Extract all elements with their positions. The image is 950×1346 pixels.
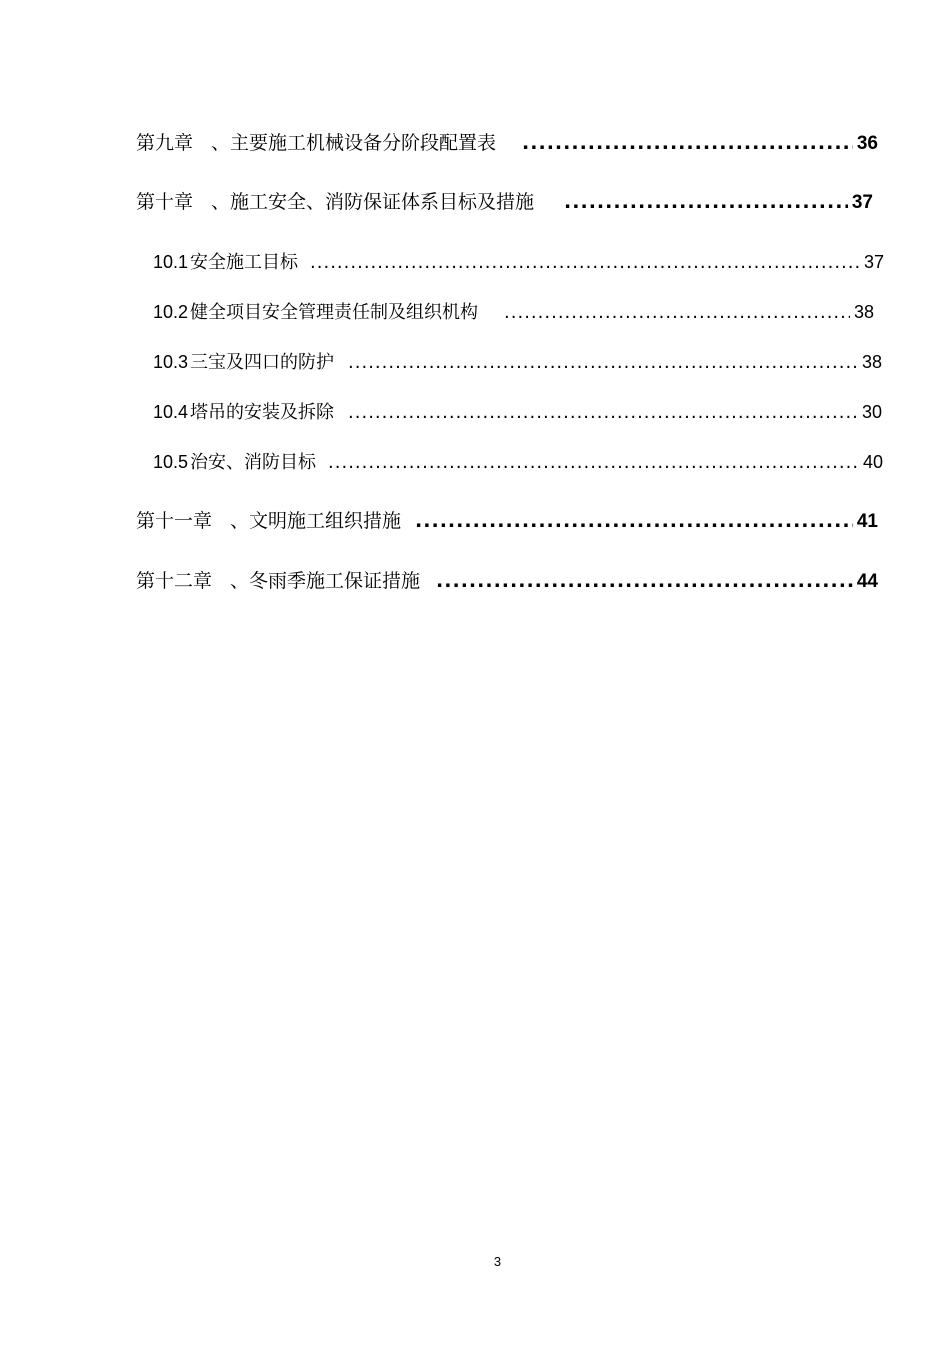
toc-entry-section-10-5[interactable] (153, 448, 883, 474)
toc-page-number: 38 (861, 352, 882, 372)
toc-page-number: 36 (856, 133, 878, 154)
toc-entry-chapter-9[interactable] (136, 128, 878, 155)
toc-page-number: 40 (862, 452, 883, 472)
page-footer-number: 3 (493, 1254, 502, 1269)
toc-section-number: 10.5 (153, 452, 189, 472)
toc-dot-leader (328, 452, 859, 473)
toc-entry-title: 施工安全、消防保证体系目标及措施 (230, 191, 535, 213)
toc-page-number: 41 (856, 511, 878, 532)
toc-page-number: 38 (853, 302, 874, 322)
toc-separator: 、 (230, 510, 250, 532)
toc-separator: 、 (230, 570, 250, 592)
toc-chapter-label: 第十一章 (136, 510, 213, 532)
toc-entry-section-10-1[interactable] (153, 248, 884, 274)
toc-entry-title: 文明施工组织措施 (249, 510, 402, 532)
toc-entry-section-10-3[interactable] (153, 348, 882, 374)
toc-entry-title: 冬雨季施工保证措施 (249, 570, 421, 592)
toc-section-number: 10.1 (153, 252, 189, 272)
toc-dot-leader (415, 510, 853, 532)
toc-separator: 、 (211, 191, 231, 213)
toc-dot-leader (564, 191, 848, 213)
toc-entry-title: 治安、消防目标 (190, 452, 317, 473)
toc-entry-chapter-10[interactable] (136, 187, 873, 214)
toc-chapter-label: 第十二章 (136, 570, 213, 592)
toc-entry-title: 主要施工机械设备分阶段配置表 (230, 132, 497, 154)
toc-section-number: 10.4 (153, 402, 189, 422)
toc-entry-title: 三宝及四口的防护 (190, 352, 335, 373)
toc-section-number: 10.3 (153, 352, 189, 372)
toc-entry-title: 健全项目安全管理责任制及组织机构 (190, 302, 479, 323)
toc-page-number: 44 (856, 571, 878, 592)
toc-page-number: 30 (861, 402, 882, 422)
toc-dot-leader (348, 402, 858, 423)
toc-entry-chapter-12[interactable] (136, 566, 878, 593)
toc-entry-section-10-2[interactable] (153, 298, 874, 324)
toc-chapter-label: 第九章 (136, 132, 194, 154)
toc-dot-leader (504, 302, 850, 323)
toc-dot-leader (522, 132, 853, 154)
toc-entry-section-10-4[interactable] (153, 398, 882, 424)
toc-section-number: 10.2 (153, 302, 189, 322)
toc-separator: 、 (211, 132, 231, 154)
toc-dot-leader (436, 570, 853, 592)
toc-page-number: 37 (851, 192, 873, 213)
toc-entry-title: 塔吊的安装及拆除 (190, 402, 335, 423)
toc-chapter-label: 第十章 (136, 191, 194, 213)
toc-dot-leader (348, 352, 858, 373)
toc-dot-leader (310, 252, 860, 273)
toc-entry-title: 安全施工目标 (190, 252, 299, 273)
toc-entry-chapter-11[interactable] (136, 506, 878, 533)
toc-page-number: 37 (863, 252, 884, 272)
